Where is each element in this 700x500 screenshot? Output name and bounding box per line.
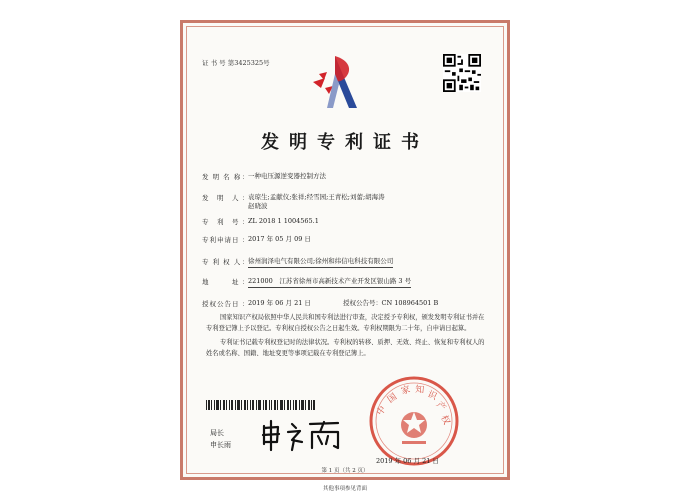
certificate-title: 发明专利证书 [261,132,429,153]
field-grant: 授权公告日 ： 2019 年 06 月 21 日 授权公告号 ： CN 108964501 B [202,299,439,308]
field-value: 2017 年 05 月 09 日 [248,235,311,243]
svg-text:权: 权 [438,414,452,427]
field-invention-name: 发 明 名 称 ： 一种电压源逆变器控制方法 [202,172,497,181]
page-label: 第 1 页（共 2 页） [321,468,369,474]
field-address: 地 址 ： 221000 江苏省徐州市高新技术产业开发区银山路 3 号 [202,277,412,286]
footer-note: 其他事项参见背面 [322,486,367,492]
svg-text:识: 识 [425,389,439,403]
svg-text:国: 国 [385,392,400,406]
certificate-body-text [206,312,488,362]
field-value-continued: 赵晓波 [248,202,268,210]
field-value: 徐州润泽电气有限公司;徐州和纬信电科技有限公司 [248,257,393,268]
svg-text:产: 产 [433,400,448,414]
director-name: 申长雨 [210,441,231,449]
handwritten-signature [258,418,346,452]
qr-code-icon [443,54,481,92]
field-label: 授权公告日 [202,300,240,308]
seal-date: 2019 年 06 月 21 日 [376,457,439,465]
barcode-icon [206,400,316,410]
field-value: 221000 江苏省徐州市高新技术产业开发区银山路 3 号 [248,277,411,288]
field-value: ZL 2018 1 1004565.1 [248,217,319,225]
field-patent-number: 专 利 号 ： ZL 2018 1 1004565.1 [202,217,497,226]
field-label: 发 明 名 称 [202,173,242,181]
field-patentee: 专 利 权 人 ： 徐州润泽电气有限公司;徐州和纬信电科技有限公司 [202,257,394,266]
field-value: 2019 年 06 月 21 日 [248,299,311,307]
field-extra-label: 授权公告号 [343,299,376,307]
field-inventors: 发 明 人 ： 袁琼生;孟献仪;张祥;经雪园;王青松;刘蕾;胡海涛 赵晓波 [202,193,385,210]
field-label: 专利申请日 [202,236,240,244]
field-label: 发 明 人 [202,194,240,202]
field-label: 地 址 [202,278,240,286]
paragraph-1: 国家知识产权局依照中华人民共和国专利法进行审查，决定授予专利权，颁发发明专利证书并在专利登记簿上予以登记。专利权自授权公告之日起生效。专利权期限为二十年，自申请日起算。 [206,314,485,332]
paragraph-2: 专利证书记载专利权登记时的法律状况。专利权的转移、质押、无效、终止、恢复和专利权人的姓名或名称、国籍、地址变更等事项记载在专利登记簿上。 [206,339,485,357]
svg-text:知: 知 [414,385,425,396]
svg-text:中: 中 [375,404,389,418]
field-label: 专 利 号 [202,218,240,226]
director-title: 局长 [210,429,224,437]
certificate-number: 证 书 号 第3425325号 [202,59,270,67]
field-value: 袁琼生;孟献仪;张祥;经雪园;王青松;刘蕾;胡海涛 [248,193,385,201]
field-filing-date: 专利申请日 ： 2017 年 05 月 09 日 [202,235,497,244]
field-value: 一种电压源逆变器控制方法 [248,172,326,180]
svg-text:家: 家 [400,384,412,397]
field-label: 专 利 权 人 [202,258,242,266]
certificate-paper [180,20,510,480]
cnipa-logo-icon [305,52,367,112]
field-extra-value: CN 108964501 B [381,299,439,307]
official-seal [368,375,460,467]
